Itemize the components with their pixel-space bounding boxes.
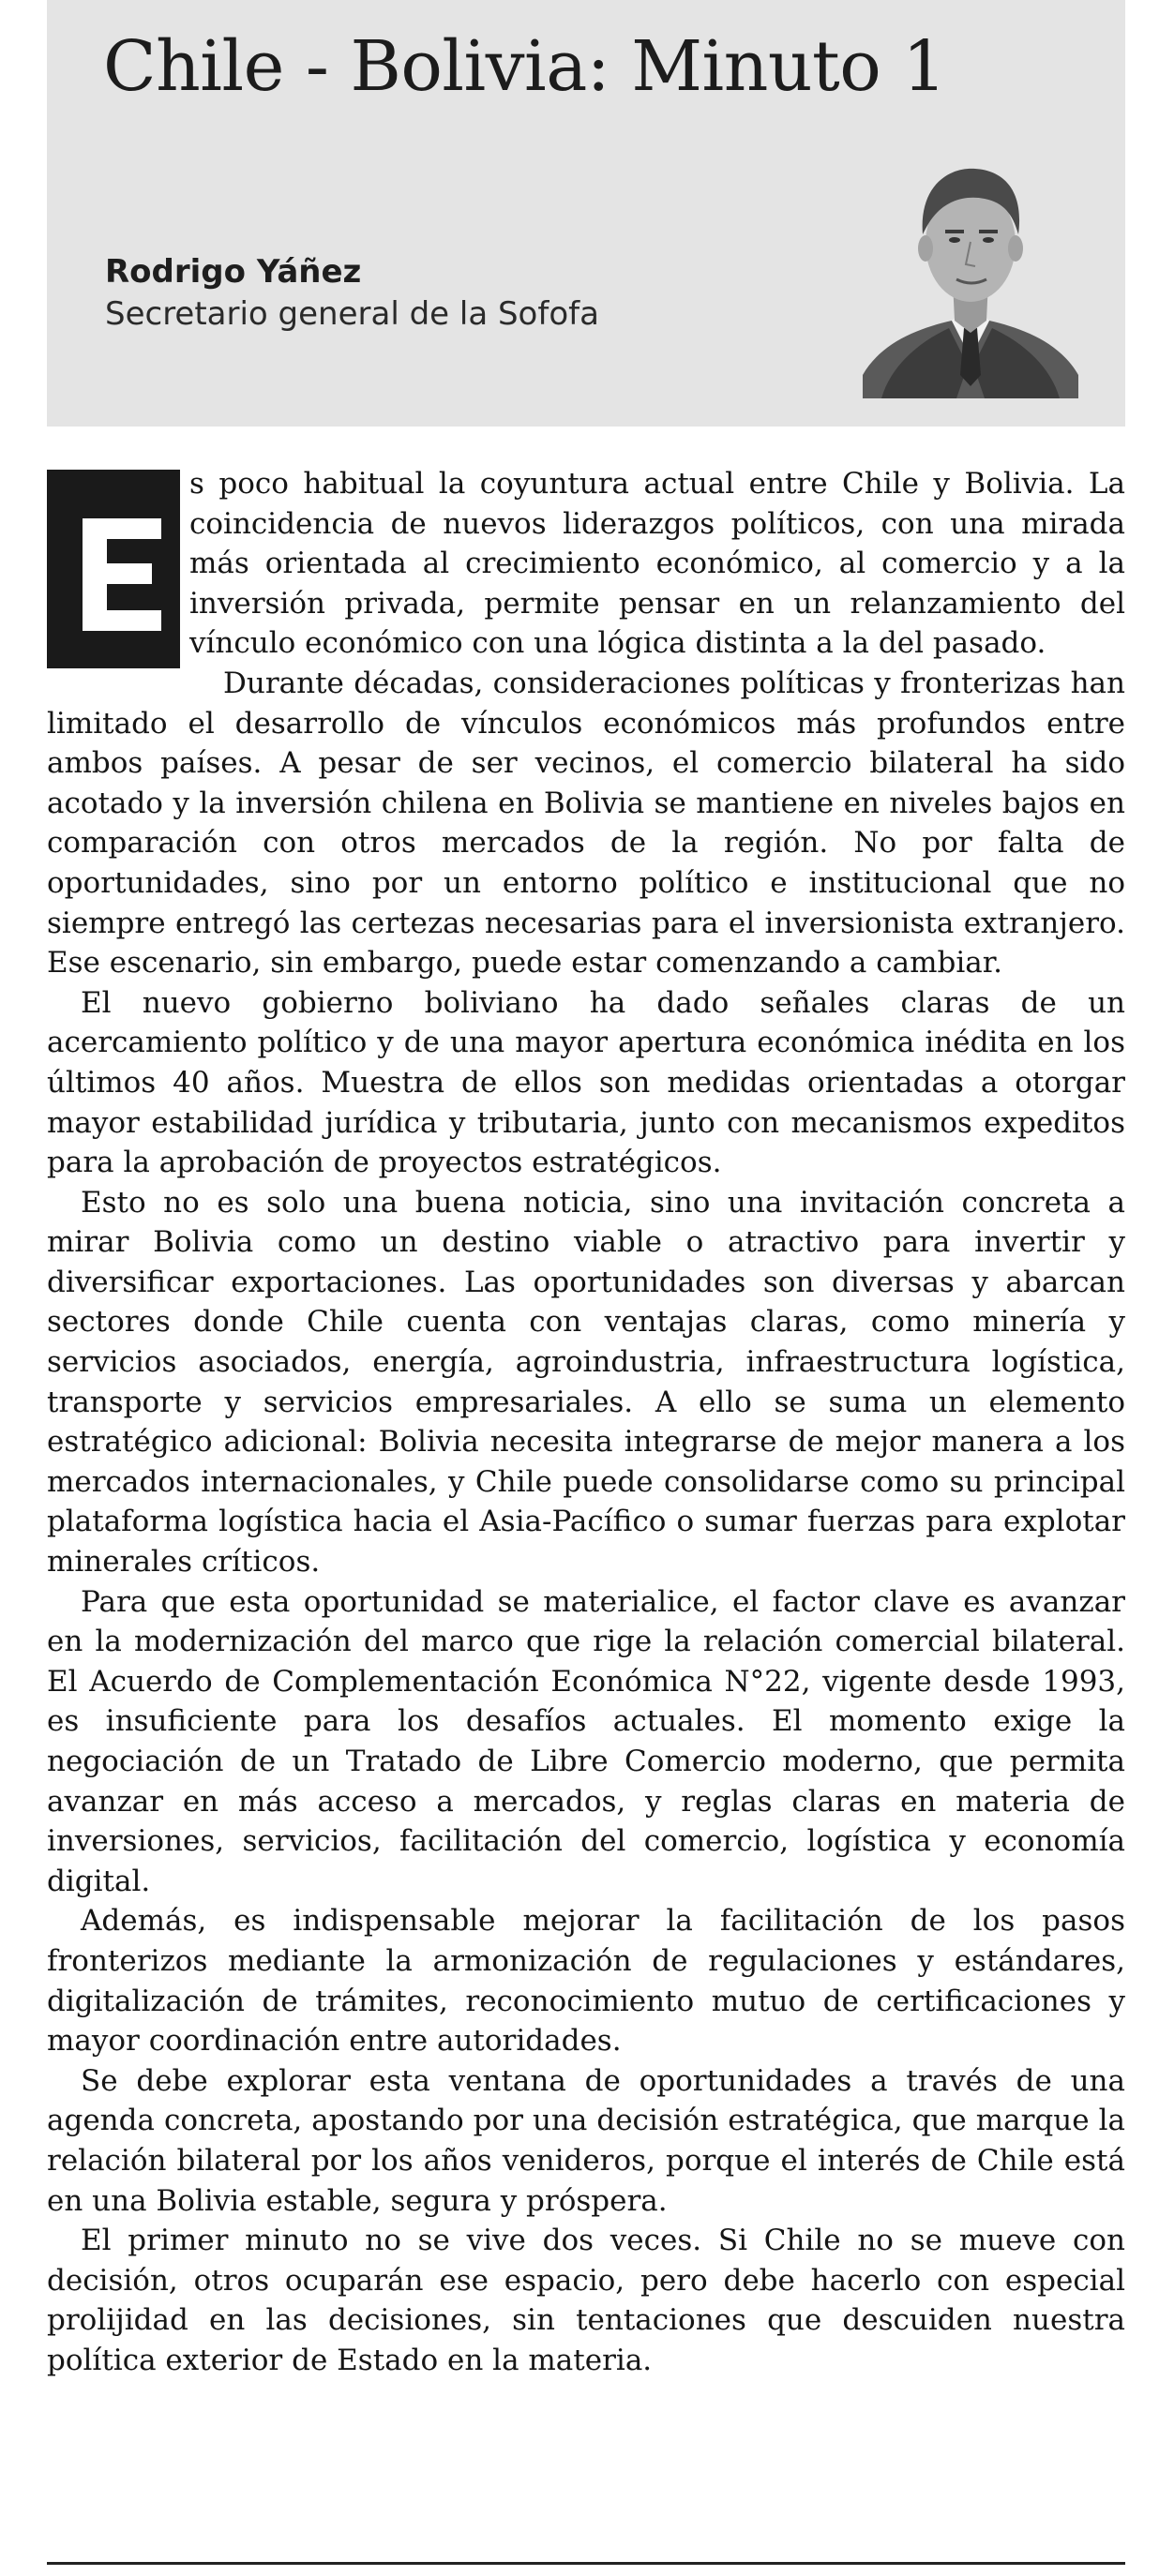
paragraph-2: Durante décadas, consideraciones políticas y fronterizas han limitado el desarrollo de vínculos económicos más profundos entre ambos países. A pesar de ser vecinos, el comercio bilateral ha sido acotado y la inversión chilena en Bolivia se mantiene en niveles bajos en comparación con otros mercados de la región. No por falta de oportunidades, sino por un entorno político e institucional que no siempre entregó las certezas necesarias para el inversionista extranjero. Ese escenario, sin embargo, puede estar comenzando a cambiar. — [47, 666, 1125, 981]
drop-cap-letter-e — [83, 518, 161, 631]
paragraph-6: Además, es indispensable mejorar la facilitación de los pasos fronterizos mediante la armonización de regulaciones y estándares, digitalización de trámites, reconocimiento mutuo de certificaciones y mayor coordinación entre autoridades. — [47, 1904, 1125, 2059]
opinion-page — [47, 0, 1125, 2576]
paragraph-5: Para que esta oportunidad se materialice, el factor clave es avanzar en la modernización del marco que rige la relación comercial bilateral. El Acuerdo de Complementación Económica N°22, vigente desde 1993, es insuficiente para los desafíos actuales. El momento exige la negociación de un Tratado de Libre Comercio moderno, que permita avanzar en más acceso a mercados, y reglas claras en materia de inversiones, servicios, facilitación del comercio, logística y economía digital. — [47, 1584, 1125, 1898]
paragraph-4: Esto no es solo una buena noticia, sino una invitación concreta a mirar Bolivia como un destino viable o atractivo para invertir y diversificar exportaciones. Las oportunidades son diversas y abarcan sectores donde Chile cuenta con ventajas claras, como minería y servicios asociados, energía, agroindustria, infraestructura logística, transporte y servicios empresariales. A ello se suma un elemento estratégico adicional: Bolivia necesita integrarse de mejor manera a los mercados internacionales, y Chile puede consolidarse como su principal plataforma logística hacia el Asia-Pacífico o sumar fuerzas para explotar minerales críticos. — [47, 1185, 1125, 1580]
paragraph-1 — [47, 464, 1125, 664]
article-body — [47, 464, 1125, 2381]
article-header — [47, 0, 1125, 427]
article-title: Chile - Bolivia: Minuto 1 — [103, 26, 946, 107]
paragraph-3: El nuevo gobierno boliviano ha dado señales claras de un acercamiento político y de una mayor apertura económica inédita en los últimos 40 años. Muestra de ellos son medidas orientadas a otorgar mayor estabilidad jurídica y tributaria, junto con mecanismos expeditos para la aprobación de proyectos estratégicos. — [47, 985, 1125, 1180]
paragraph-1-text: s poco habitual la coyuntura actual entre Chile y Bolivia. La coincidencia de nuevos liderazgos políticos, con una mirada más orientada al crecimiento económico, al comercio y a la inversión privada, permite pensar en un relanzamiento del vínculo económico con una lógica distinta a la del pasado. — [189, 467, 1125, 661]
author-role: Secretario general de la Sofofa — [105, 295, 599, 333]
drop-cap — [47, 470, 180, 668]
author-name: Rodrigo Yáñez — [105, 253, 362, 291]
paragraph-7: Se debe explorar esta ventana de oportunidades a través de una agenda concreta, apostando por una decisión estratégica, que marque la relación bilateral por los años venideros, porque el interés de Chile está en una Bolivia estable, segura y próspera. — [47, 2063, 1125, 2218]
paragraph-8: El primer minuto no se vive dos veces. Si Chile no se mueve con decisión, otros ocuparán ese espacio, pero debe hacerlo con especial prolijidad en las decisiones, sin tentaciones que descuiden nuestra política exterior de Estado en la materia. — [47, 2224, 1125, 2377]
author-portrait — [863, 141, 1078, 398]
bottom-rule — [47, 2562, 1125, 2565]
